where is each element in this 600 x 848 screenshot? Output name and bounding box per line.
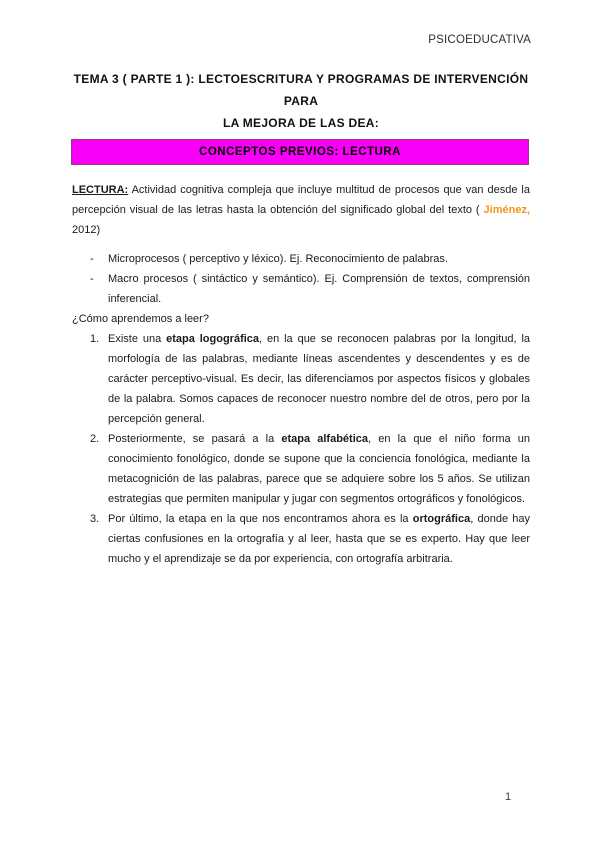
lectura-term: LECTURA: [72,184,129,196]
stage-term: ortográfica [412,513,471,525]
list-item [72,249,530,269]
stage-text-pre: Existe una [108,333,167,345]
citation-author: Jiménez, [483,204,530,216]
list-item-text: Microprocesos ( perceptivo y léxico). Ej. Reconocimiento de palabras. [108,253,448,265]
number-marker: 3. [90,513,100,525]
number-marker: 1. [90,333,100,345]
list-item [72,269,530,309]
stage-text-post: , en la que se reconocen palabras por la longitud, la morfología de las palabras, mediante líneas ascendentes y descendentes y es de carácter perceptivo-visual. Es decir, las diferenciamos por aspectos físicos y globales de la palabra. Somos capaces de reconocer nuestro nombre del de otros, pero por la percepción general. [108,333,531,425]
bullet-marker: - [90,273,94,285]
question-line: ¿Cómo aprendemos a leer? [72,313,209,325]
list-item [72,509,530,569]
stage-text-pre: Por último, la etapa en la que nos encontramos ahora es la [108,513,413,525]
process-list [72,249,530,309]
section-banner [71,139,529,165]
list-item-text: Macro procesos ( sintáctico y semántico). Ej. Comprensión de textos, comprensión inferencial. [108,273,530,305]
stage-text-post: , donde hay ciertas confusiones en la ortografía y al leer, hasta que se es experto. Hay que leer mucho y el aprendizaje se da por experiencia, con ortografía arbitraria. [108,513,530,565]
page-number: 1 [505,791,512,803]
document-body [72,180,530,569]
number-marker: 2. [90,433,100,445]
document-title-line1: TEMA 3 ( PARTE 1 ): LECTOESCRITURA Y PROGRAMAS DE INTERVENCIÓN PARA [73,72,529,108]
stage-term: etapa alfabética [281,433,368,445]
document-title [72,68,530,134]
reading-stages-list [72,329,530,569]
intro-text-1: Actividad cognitiva compleja que incluye multitud de procesos que van desde la percepción visual de las letras hasta la obtención del significado global del texto ( [72,184,530,216]
document-title-line2: LA MEJORA DE LAS DEA: [222,116,380,130]
intro-text-2: 2012) [72,224,101,236]
section-banner-label: CONCEPTOS PREVIOS: LECTURA [199,146,401,158]
bullet-marker: - [90,253,94,265]
header-course-label: PSICOEDUCATIVA [428,34,531,46]
stage-term: etapa logográfica [166,333,260,345]
list-item [72,429,530,509]
list-item [72,329,530,429]
intro-paragraph [72,180,530,240]
stage-text-post: , en la que el niño forma un conocimiento fonológico, donde se supone que la conciencia fonológica, mediante la metacognición de las palabras, parece que se adquiere sobre los 5 años. Se utilizan estrategias que permiten manipular y jugar con segmentos ortográficos y fonológicos. [108,433,531,505]
stage-text-pre: Posteriormente, se pasará a la [108,433,282,445]
